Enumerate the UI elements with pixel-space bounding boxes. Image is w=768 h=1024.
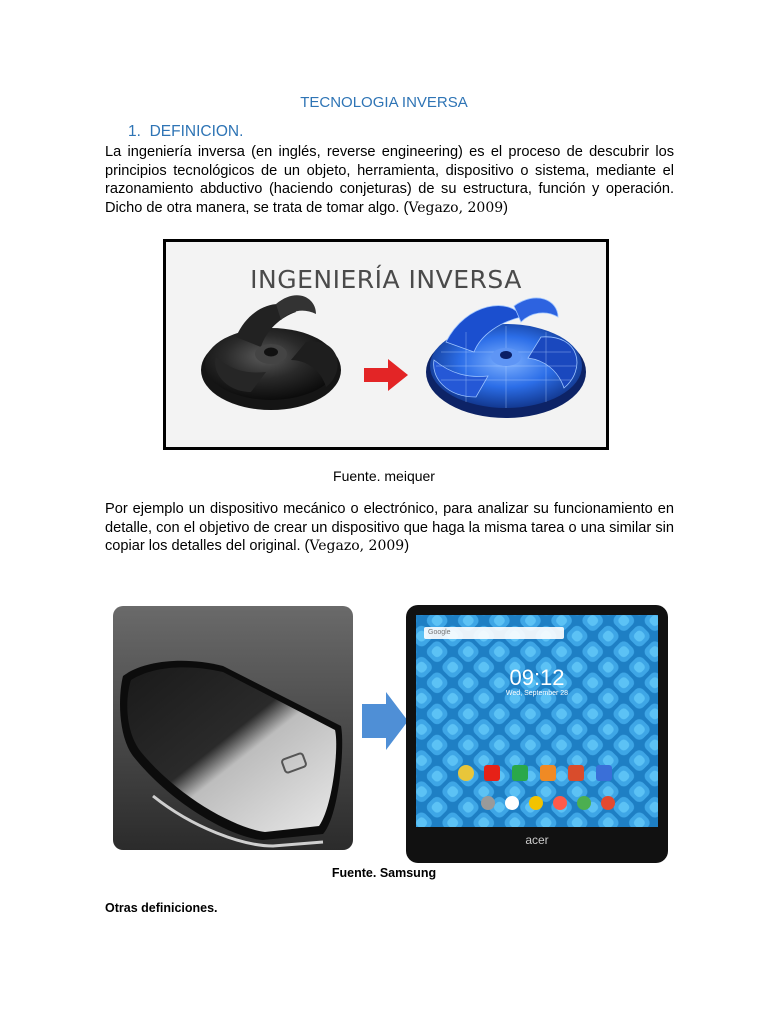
tablet-brand-logo: acer [525,833,549,847]
tablet-clock: 09:12 [509,665,565,690]
citation-author: Vegazo, [408,199,464,216]
paragraph-definition [105,143,674,217]
tablet-illustration [406,605,668,863]
citation-author: Vegazo, [309,538,365,555]
section-number: 1. [128,123,141,140]
tablet-date: Wed, September 28 [505,690,569,697]
page-title: TECNOLOGIA INVERSA [300,94,468,111]
citation-year: 2009 [364,538,405,555]
reverse-engineering-figure [163,239,609,450]
figure1-caption: Fuente. meiquer [333,468,435,484]
citation-close: ) [404,538,410,555]
phone-illustration [113,606,353,850]
impeller-illustration [166,242,606,447]
black-impeller [201,295,341,410]
other-definitions-heading: Otras definiciones. [105,901,218,915]
figure2-caption: Fuente. Samsung [331,866,437,880]
section-heading-text: DEFINICION. [149,123,244,140]
citation-year: 2009 [463,199,504,216]
section-heading [128,123,243,141]
tablet-image [406,605,668,863]
red-arrow-icon [364,359,408,391]
citation-close: ) [503,199,509,216]
figure-heading: INGENIERÍA INVERSA [250,265,522,294]
blue-arrow-icon [360,690,410,752]
tablet-search-bar: Google [428,629,451,636]
blue-mesh-impeller [426,298,586,418]
paragraph-example-text: Por ejemplo un dispositivo mecánico o electrónico, para analizar su funcionamiento en detalle, con el objetivo de crear un dispositivo que haga la misma tarea o una similar sin copiar los detalles del original. ( [105,501,674,555]
paragraph-definition-text: La ingeniería inversa (en inglés, reverse engineering) es el proceso de descubrir los principios tecnológicos de un objeto, herramienta, dispositivo o sistema, mediante el razonamiento abductivo (haciendo conjeturas) de su estructura, función y operación. Dicho de otra manera, se trata de tomar algo. ( [105,144,674,216]
phone-image [113,606,353,850]
paragraph-example [105,500,674,556]
